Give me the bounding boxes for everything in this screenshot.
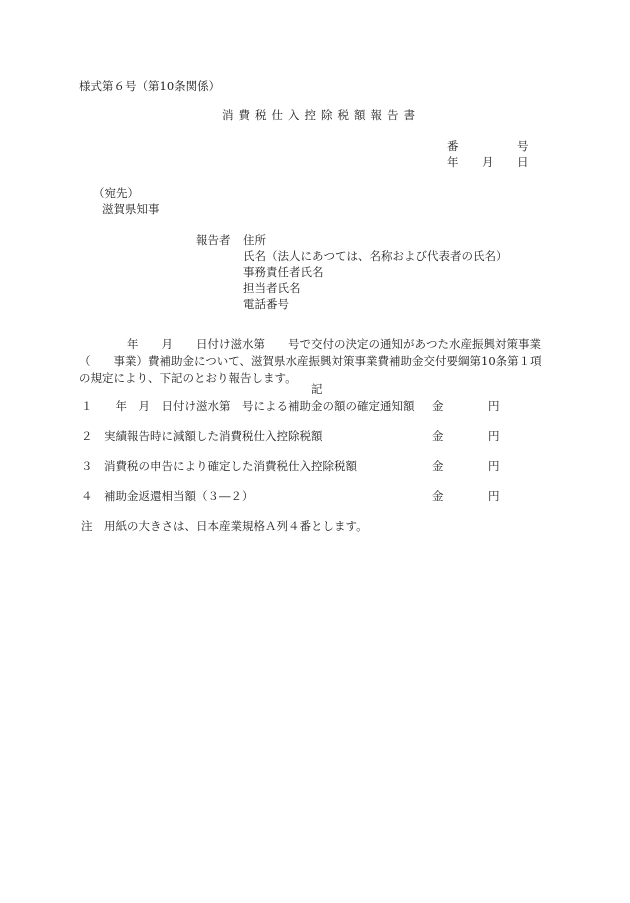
number-suffix: 号: [517, 139, 529, 153]
item-1-number: １: [81, 399, 93, 413]
paper-size-note: 注 用紙の大きさは、日本産業規格Ａ列４番とします。: [81, 519, 368, 533]
item-2-kin: 金: [432, 429, 444, 443]
reporter-officer-label: 事務責任者氏名: [243, 265, 324, 279]
reporter-label: 報告者: [196, 233, 231, 247]
body-line-3: の規定により、下記のとおり報告します。: [79, 371, 297, 385]
item-3-yen: 円: [488, 459, 500, 473]
reporter-contact-label: 担当者氏名: [243, 281, 301, 295]
date-month-label: 月: [482, 155, 494, 169]
date-year-label: 年: [447, 155, 459, 169]
item-3-number: ３: [81, 459, 93, 473]
item-4-yen: 円: [488, 489, 500, 503]
item-4-kin: 金: [432, 489, 444, 503]
number-label: 番: [447, 139, 459, 153]
body-line-2: （ 事業）費補助金について、滋賀県水産振興対策事業費補助金交付要綱第10条第１項: [79, 354, 542, 368]
item-1-kin: 金: [432, 399, 444, 413]
item-1-yen: 円: [488, 399, 500, 413]
body-line-1: 年 月 日付け滋水第 号で交付の決定の通知があつた水産振興対策事業: [127, 337, 541, 351]
item-2-yen: 円: [488, 429, 500, 443]
ki-label: 記: [311, 382, 323, 396]
item-4-text: 補助金返還相当額（３―２）: [104, 489, 254, 503]
reporter-address-label: 住所: [243, 233, 266, 247]
item-4-number: ４: [81, 489, 93, 503]
form-number: 様式第６号（第10条関係）: [79, 79, 221, 93]
recipient-name: 滋賀県知事: [102, 202, 160, 216]
recipient-label: （宛先）: [93, 186, 139, 200]
reporter-phone-label: 電話番号: [243, 297, 289, 311]
date-day-label: 日: [517, 155, 529, 169]
body-paragraph: [79, 336, 559, 387]
item-3-kin: 金: [432, 459, 444, 473]
reporter-name-label: 氏名（法人にあつては、名称および代表者の氏名）: [243, 249, 508, 263]
document-title: 消費税仕入控除税額報告書: [222, 108, 420, 122]
item-3-text: 消費税の申告により確定した消費税仕入控除税額: [104, 459, 357, 473]
item-2-number: ２: [81, 429, 93, 443]
item-1-text: 年 月 日付け滋水第 号による補助金の額の確定通知額: [104, 399, 415, 413]
item-2-text: 実績報告時に減額した消費税仕入控除税額: [104, 429, 323, 443]
